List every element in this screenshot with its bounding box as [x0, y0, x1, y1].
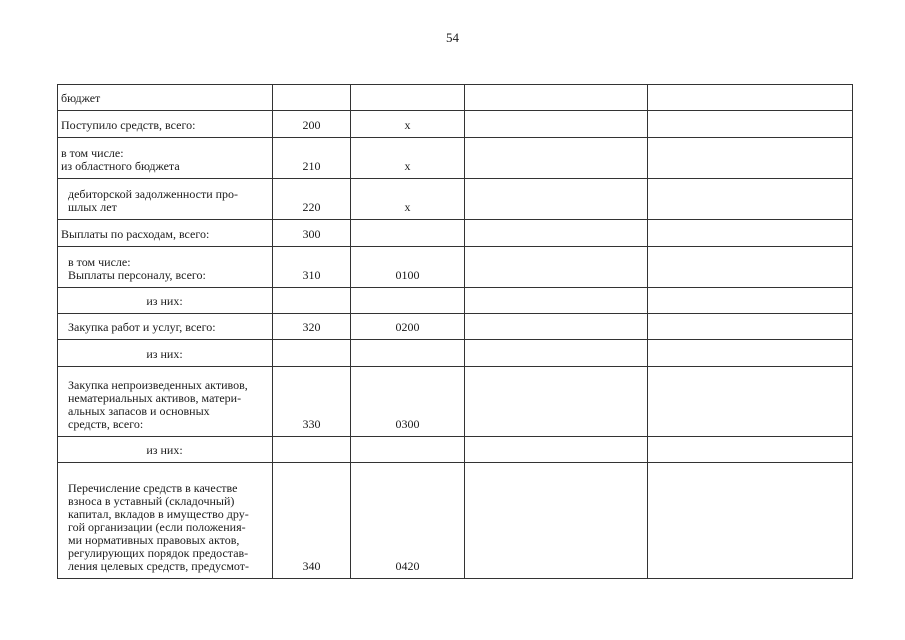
row-value-cell-a — [465, 367, 648, 437]
row-value-cell-b — [648, 314, 853, 340]
row-code-cell — [273, 340, 351, 367]
row-code-cell: 340 — [273, 463, 351, 579]
row-value-cell-b — [648, 340, 853, 367]
row-value-cell-b — [648, 111, 853, 138]
row-value-cell-a — [465, 111, 648, 138]
row-code-cell: 310 — [273, 247, 351, 288]
row-code-cell: 330 — [273, 367, 351, 437]
table-row — [58, 138, 853, 179]
row-code-cell: 320 — [273, 314, 351, 340]
row-value-cell-b — [648, 288, 853, 314]
row-label-cell: Поступило средств, всего: — [58, 111, 273, 138]
row-kbk-cell: 0420 — [351, 463, 465, 579]
row-value-cell-a — [465, 247, 648, 288]
row-value-cell-a — [465, 179, 648, 220]
row-code-cell — [273, 288, 351, 314]
row-label-cell: бюджет — [58, 85, 273, 111]
row-code-cell: 300 — [273, 220, 351, 247]
row-label-cell: Перечисление средств в качестве взноса в уставный (складочный) капитал, вкладов в имущество дру- гой организации (если положения- ми нормативных правовых актов, регулирующих порядок предостав- ления целевых средств, предусмот- — [58, 463, 273, 579]
row-value-cell-b — [648, 247, 853, 288]
table-row — [58, 247, 853, 288]
table-row — [58, 179, 853, 220]
row-kbk-cell: х — [351, 179, 465, 220]
row-value-cell-a — [465, 85, 648, 111]
row-label-cell: из них: — [58, 437, 273, 463]
table-row — [58, 111, 853, 138]
row-kbk-cell — [351, 220, 465, 247]
row-value-cell-a — [465, 463, 648, 579]
row-value-cell-a — [465, 437, 648, 463]
row-kbk-cell: 0100 — [351, 247, 465, 288]
row-value-cell-a — [465, 314, 648, 340]
row-value-cell-b — [648, 437, 853, 463]
row-code-cell — [273, 85, 351, 111]
row-value-cell-a — [465, 288, 648, 314]
row-label-cell: Выплаты по расходам, всего: — [58, 220, 273, 247]
table-row — [58, 463, 853, 579]
row-value-cell-b — [648, 179, 853, 220]
row-label-cell: из них: — [58, 340, 273, 367]
row-kbk-cell — [351, 437, 465, 463]
row-value-cell-a — [465, 138, 648, 179]
row-value-cell-b — [648, 367, 853, 437]
row-kbk-cell: 0300 — [351, 367, 465, 437]
table-row — [58, 340, 853, 367]
row-label-cell: дебиторской задолженности про- шлых лет — [58, 179, 273, 220]
table-row — [58, 288, 853, 314]
row-value-cell-b — [648, 138, 853, 179]
table-row — [58, 314, 853, 340]
financial-table — [57, 84, 853, 579]
row-kbk-cell — [351, 340, 465, 367]
table-row — [58, 367, 853, 437]
row-code-cell: 210 — [273, 138, 351, 179]
row-value-cell-b — [648, 85, 853, 111]
table-body — [58, 85, 853, 579]
row-value-cell-a — [465, 220, 648, 247]
page-number: 54 — [446, 30, 459, 45]
row-kbk-cell — [351, 85, 465, 111]
table-row — [58, 85, 853, 111]
row-label-cell: в том числе: из областного бюджета — [58, 138, 273, 179]
row-value-cell-b — [648, 463, 853, 579]
row-value-cell-b — [648, 220, 853, 247]
row-label-cell: Закупка непроизведенных активов, нематериальных активов, матери- альных запасов и основных средств, всего: — [58, 367, 273, 437]
row-code-cell: 200 — [273, 111, 351, 138]
row-label-cell: в том числе: Выплаты персоналу, всего: — [58, 247, 273, 288]
row-code-cell: 220 — [273, 179, 351, 220]
row-label-cell: из них: — [58, 288, 273, 314]
row-code-cell — [273, 437, 351, 463]
row-kbk-cell: 0200 — [351, 314, 465, 340]
row-kbk-cell: х — [351, 111, 465, 138]
table-row — [58, 220, 853, 247]
table-row — [58, 437, 853, 463]
row-value-cell-a — [465, 340, 648, 367]
row-label-cell: Закупка работ и услуг, всего: — [58, 314, 273, 340]
row-kbk-cell: х — [351, 138, 465, 179]
row-kbk-cell — [351, 288, 465, 314]
